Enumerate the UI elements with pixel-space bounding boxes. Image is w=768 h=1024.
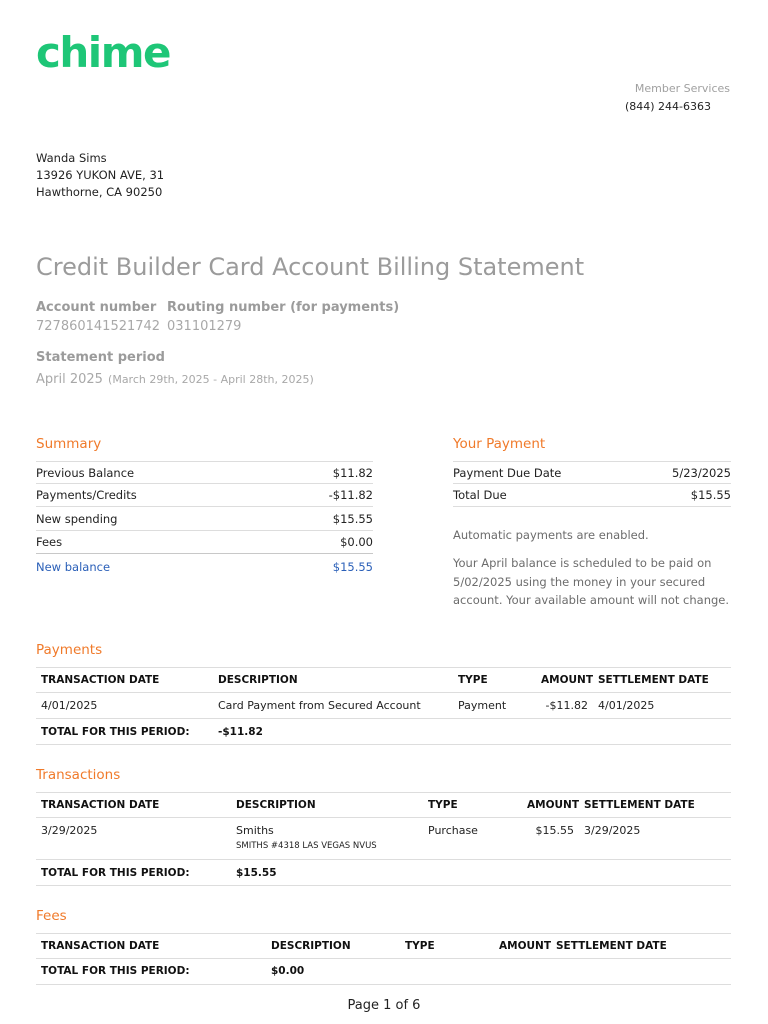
row-settlement-date: 4/01/2025 xyxy=(598,699,655,712)
summary-label: Fees xyxy=(36,535,63,549)
table-row xyxy=(36,693,731,719)
summary-row xyxy=(36,508,373,531)
schedule-note-line: account. Your available amount will not change. xyxy=(453,593,730,607)
payment-label: Total Due xyxy=(453,488,507,502)
account-number: 727860141521742 xyxy=(36,319,161,334)
summary-value: -$11.82 xyxy=(328,488,373,502)
statement-title: Credit Builder Card Account Billing Statement xyxy=(36,253,585,281)
summary-value: $11.82 xyxy=(332,465,373,480)
table-header-row xyxy=(36,933,731,959)
header-settlement-date: SETTLEMENT DATE xyxy=(584,799,695,811)
payment-value: $15.55 xyxy=(690,488,731,502)
routing-number: 031101279 xyxy=(167,319,242,334)
row-date: 4/01/2025 xyxy=(41,699,98,712)
row-date: 3/29/2025 xyxy=(41,824,98,837)
table-row xyxy=(36,818,731,860)
summary-value: $15.55 xyxy=(332,512,373,526)
header-type: TYPE xyxy=(405,940,435,952)
statement-period-label: Statement period xyxy=(36,350,165,365)
header-type: TYPE xyxy=(428,799,458,811)
table-total-row xyxy=(36,860,731,886)
fees-heading: Fees xyxy=(36,908,67,924)
header-description: DESCRIPTION xyxy=(218,674,298,686)
header-amount: AMOUNT xyxy=(527,799,579,811)
header-settlement-date: SETTLEMENT DATE xyxy=(598,674,709,686)
mailing-address xyxy=(36,150,164,201)
customer-name: Wanda Sims xyxy=(36,151,107,165)
table-total-row xyxy=(36,719,731,745)
payment-value: 5/23/2025 xyxy=(672,465,731,480)
row-settlement-date: 3/29/2025 xyxy=(584,824,641,837)
row-amount: $15.55 xyxy=(535,824,574,837)
header-type: TYPE xyxy=(458,674,488,686)
payments-heading: Payments xyxy=(36,642,103,658)
summary-new-balance-row xyxy=(36,555,373,578)
transactions-heading: Transactions xyxy=(36,767,121,783)
schedule-note-line: 5/02/2025 using the money in your secured xyxy=(453,574,706,589)
autopay-note: Automatic payments are enabled. xyxy=(453,528,649,542)
schedule-note-line: Your April balance is scheduled to be paid on xyxy=(453,556,712,570)
payment-label: Payment Due Date xyxy=(453,465,562,480)
statement-period-month: April 2025 xyxy=(36,372,103,387)
summary-label: Previous Balance xyxy=(36,465,135,480)
row-amount: -$11.82 xyxy=(545,699,588,712)
header-description: DESCRIPTION xyxy=(236,799,316,811)
row-description-detail: SMITHS #4318 LAS VEGAS NVUS xyxy=(236,841,377,851)
summary-label: New balance xyxy=(36,559,111,574)
row-type: Purchase xyxy=(428,824,478,837)
total-label: TOTAL FOR THIS PERIOD: xyxy=(41,965,190,977)
account-number-label: Account number xyxy=(36,300,157,315)
header-transaction-date: TRANSACTION DATE xyxy=(41,799,160,811)
schedule-note xyxy=(453,554,743,610)
statement-period xyxy=(36,368,314,387)
header-settlement-date: SETTLEMENT DATE xyxy=(556,940,667,952)
chime-logo: chime xyxy=(36,28,170,77)
header-transaction-date: TRANSACTION DATE xyxy=(41,940,160,952)
summary-label: Payments/Credits xyxy=(36,488,137,502)
payment-row xyxy=(453,484,731,507)
routing-number-label: Routing number (for payments) xyxy=(167,300,400,315)
total-amount: -$11.82 xyxy=(218,726,263,738)
member-services-phone: (844) 244-6363 xyxy=(624,100,711,113)
your-payment-heading: Your Payment xyxy=(453,436,546,452)
table-header-row xyxy=(36,792,731,818)
row-description: Card Payment from Secured Account xyxy=(218,699,421,712)
header-amount: AMOUNT xyxy=(541,674,593,686)
member-services-label: Member Services xyxy=(634,82,730,95)
summary-value: $15.55 xyxy=(332,559,373,574)
summary-heading: Summary xyxy=(36,436,102,452)
address-line-1: 13926 YUKON AVE, 31 xyxy=(36,168,165,182)
summary-row xyxy=(36,531,373,554)
table-header-row xyxy=(36,667,731,693)
header-description: DESCRIPTION xyxy=(271,940,351,952)
summary-value: $0.00 xyxy=(340,535,373,549)
header-transaction-date: TRANSACTION DATE xyxy=(41,674,160,686)
total-amount: $15.55 xyxy=(236,867,277,879)
table-total-row xyxy=(36,959,731,985)
row-description: Smiths xyxy=(236,824,274,837)
page-number: Page 1 of 6 xyxy=(347,998,421,1013)
summary-row xyxy=(36,484,373,507)
header-amount: AMOUNT xyxy=(499,940,551,952)
row-type: Payment xyxy=(458,699,507,712)
address-line-2: Hawthorne, CA 90250 xyxy=(36,185,163,199)
total-label: TOTAL FOR THIS PERIOD: xyxy=(41,726,190,738)
total-label: TOTAL FOR THIS PERIOD: xyxy=(41,867,190,879)
summary-row xyxy=(36,461,373,484)
statement-period-range: (March 29th, 2025 - April 28th, 2025) xyxy=(108,373,314,386)
payment-row xyxy=(453,461,731,484)
total-amount: $0.00 xyxy=(271,965,305,977)
summary-label: New spending xyxy=(36,512,118,526)
